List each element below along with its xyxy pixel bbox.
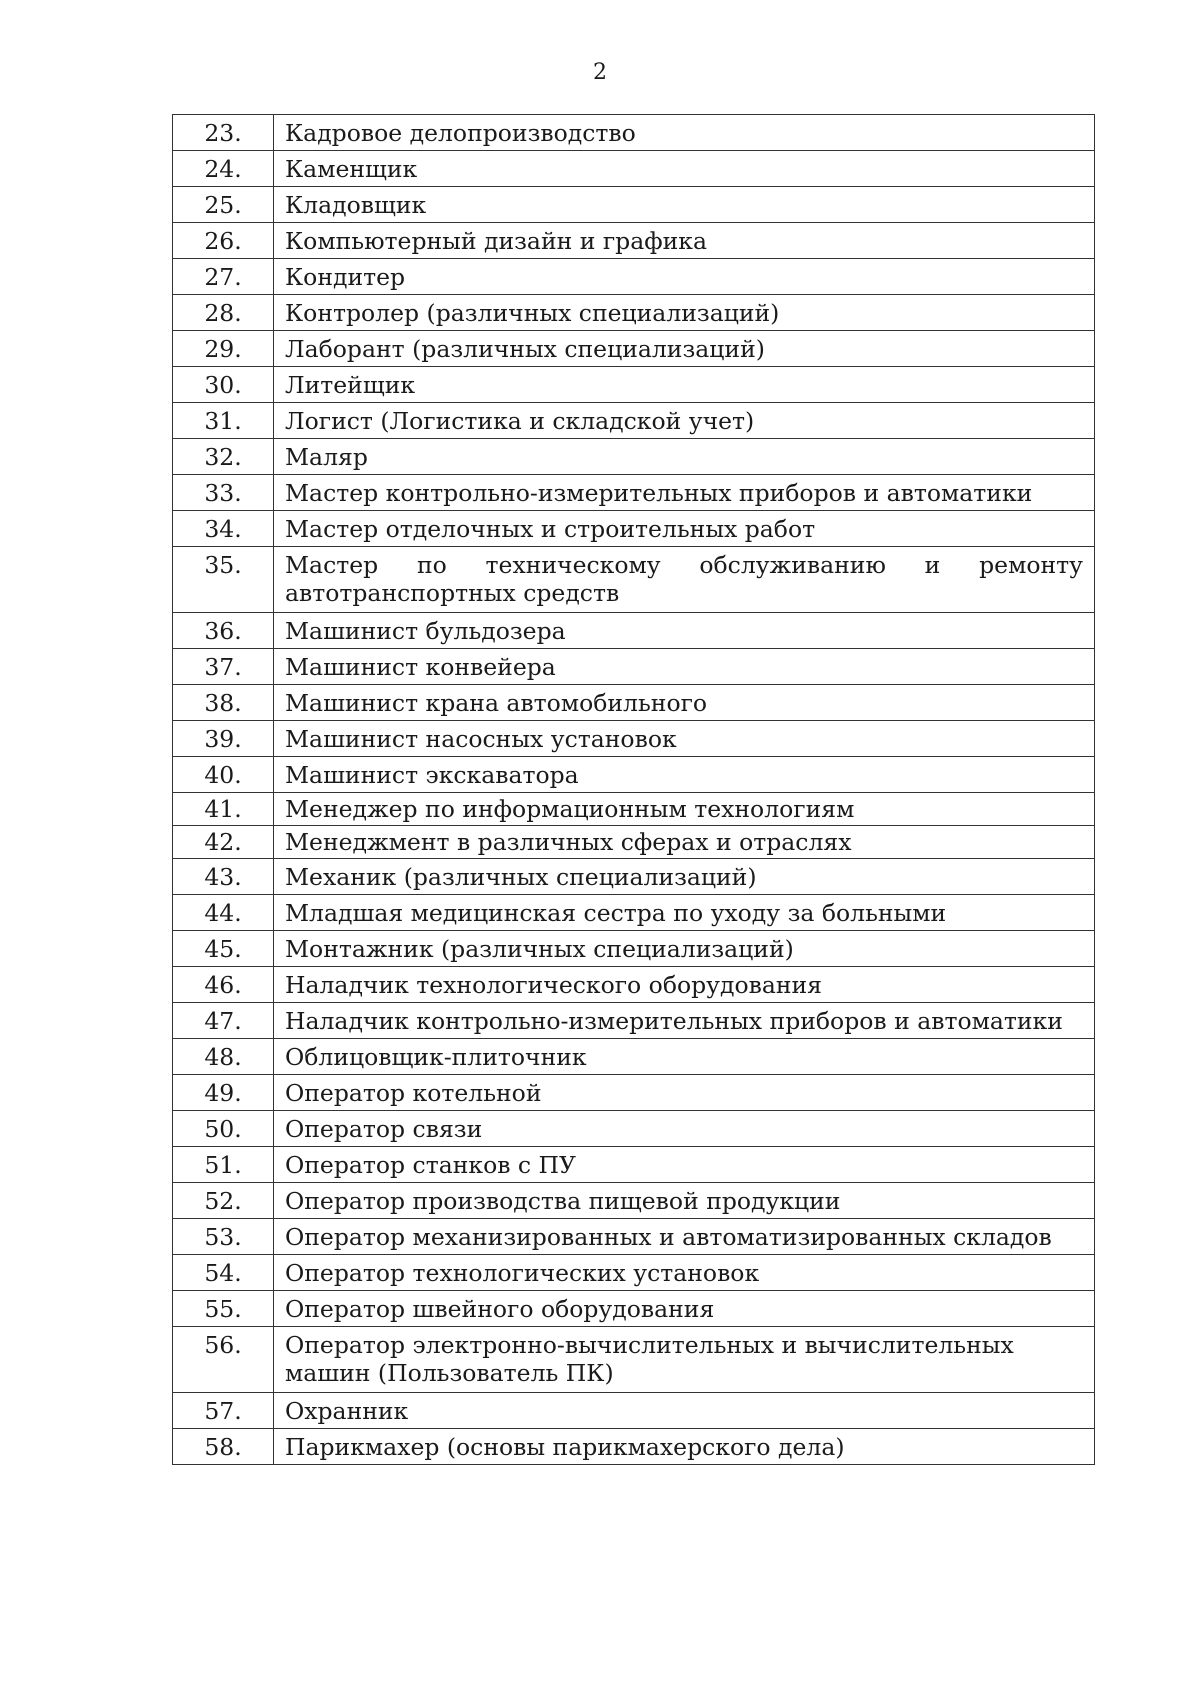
row-text: Механик (различных специализаций) xyxy=(274,859,1095,895)
row-number: 32. xyxy=(173,439,274,475)
row-text: Лаборант (различных специализаций) xyxy=(274,331,1095,367)
row-number: 54. xyxy=(173,1255,274,1291)
table-row xyxy=(173,403,1095,439)
row-number: 27. xyxy=(173,259,274,295)
row-text: Кадровое делопроизводство xyxy=(274,115,1095,151)
row-text: Оператор швейного оборудования xyxy=(274,1291,1095,1327)
row-text: Контролер (различных специализаций) xyxy=(274,295,1095,331)
table-row xyxy=(173,1291,1095,1327)
row-number: 30. xyxy=(173,367,274,403)
row-number: 47. xyxy=(173,1003,274,1039)
row-text: Младшая медицинская сестра по уходу за больными xyxy=(274,895,1095,931)
row-number: 39. xyxy=(173,721,274,757)
row-text: Машинист крана автомобильного xyxy=(274,685,1095,721)
table-row xyxy=(173,187,1095,223)
table-row xyxy=(173,649,1095,685)
table-row xyxy=(173,1003,1095,1039)
table-row xyxy=(173,895,1095,931)
table-row xyxy=(173,721,1095,757)
row-text: Оператор технологических установок xyxy=(274,1255,1095,1291)
table-row xyxy=(173,793,1095,826)
row-text: Логист (Логистика и складской учет) xyxy=(274,403,1095,439)
row-text: Машинист бульдозера xyxy=(274,613,1095,649)
profession-list-table xyxy=(172,114,1095,1465)
row-text: Мастер отделочных и строительных работ xyxy=(274,511,1095,547)
row-number: 49. xyxy=(173,1075,274,1111)
row-text: Охранник xyxy=(274,1393,1095,1429)
table-row xyxy=(173,223,1095,259)
table-row xyxy=(173,613,1095,649)
row-number: 36. xyxy=(173,613,274,649)
row-number: 48. xyxy=(173,1039,274,1075)
row-number: 51. xyxy=(173,1147,274,1183)
row-text: Оператор производства пищевой продукции xyxy=(274,1183,1095,1219)
table-row xyxy=(173,1183,1095,1219)
row-number: 58. xyxy=(173,1429,274,1465)
row-text: Наладчик контрольно-измерительных приборов и автоматики xyxy=(274,1003,1095,1039)
row-text: Облицовщик-плиточник xyxy=(274,1039,1095,1075)
row-number: 24. xyxy=(173,151,274,187)
row-text: Машинист конвейера xyxy=(274,649,1095,685)
row-text: Оператор электронно-вычислительных и вычислительных машин (Пользователь ПК) xyxy=(274,1327,1095,1393)
row-number: 31. xyxy=(173,403,274,439)
row-number: 34. xyxy=(173,511,274,547)
row-text: Монтажник (различных специализаций) xyxy=(274,931,1095,967)
row-text: Оператор станков с ПУ xyxy=(274,1147,1095,1183)
row-number: 23. xyxy=(173,115,274,151)
row-text: Менеджмент в различных сферах и отраслях xyxy=(274,826,1095,859)
row-number: 33. xyxy=(173,475,274,511)
row-text: Менеджер по информационным технологиям xyxy=(274,793,1095,826)
row-number: 26. xyxy=(173,223,274,259)
table-row xyxy=(173,367,1095,403)
row-text: Мастер контрольно-измерительных приборов и автоматики xyxy=(274,475,1095,511)
table-row xyxy=(173,1039,1095,1075)
table-row xyxy=(173,1147,1095,1183)
row-number: 37. xyxy=(173,649,274,685)
row-number: 38. xyxy=(173,685,274,721)
table-row xyxy=(173,331,1095,367)
row-text: Кондитер xyxy=(274,259,1095,295)
table-row xyxy=(173,1429,1095,1465)
row-number: 29. xyxy=(173,331,274,367)
table-row xyxy=(173,1075,1095,1111)
row-number: 46. xyxy=(173,967,274,1003)
row-number: 57. xyxy=(173,1393,274,1429)
row-number: 25. xyxy=(173,187,274,223)
table-row xyxy=(173,931,1095,967)
table-row xyxy=(173,115,1095,151)
table-row xyxy=(173,475,1095,511)
row-number: 43. xyxy=(173,859,274,895)
row-text: Мастер по техническому обслуживанию и ремонту автотранспортных средств xyxy=(274,547,1095,613)
table-row xyxy=(173,967,1095,1003)
row-number: 45. xyxy=(173,931,274,967)
row-number: 56. xyxy=(173,1327,274,1393)
row-text: Оператор связи xyxy=(274,1111,1095,1147)
row-number: 55. xyxy=(173,1291,274,1327)
table-row xyxy=(173,259,1095,295)
table-row xyxy=(173,685,1095,721)
table-row xyxy=(173,511,1095,547)
table-row xyxy=(173,859,1095,895)
row-text: Наладчик технологического оборудования xyxy=(274,967,1095,1003)
row-text: Парикмахер (основы парикмахерского дела) xyxy=(274,1429,1095,1465)
table-row xyxy=(173,295,1095,331)
row-number: 50. xyxy=(173,1111,274,1147)
page-number: 2 xyxy=(593,60,607,85)
row-number: 52. xyxy=(173,1183,274,1219)
row-text: Оператор механизированных и автоматизированных складов xyxy=(274,1219,1095,1255)
table-row xyxy=(173,151,1095,187)
row-text: Машинист экскаватора xyxy=(274,757,1095,793)
row-text: Маляр xyxy=(274,439,1095,475)
row-text: Кладовщик xyxy=(274,187,1095,223)
row-number: 41. xyxy=(173,793,274,826)
row-text: Каменщик xyxy=(274,151,1095,187)
row-number: 44. xyxy=(173,895,274,931)
table-row xyxy=(173,439,1095,475)
table-row xyxy=(173,547,1095,613)
row-text: Литейщик xyxy=(274,367,1095,403)
row-number: 40. xyxy=(173,757,274,793)
row-text: Машинист насосных установок xyxy=(274,721,1095,757)
row-number: 28. xyxy=(173,295,274,331)
table-row xyxy=(173,757,1095,793)
row-text: Оператор котельной xyxy=(274,1075,1095,1111)
row-text: Компьютерный дизайн и графика xyxy=(274,223,1095,259)
row-number: 42. xyxy=(173,826,274,859)
row-number: 35. xyxy=(173,547,274,613)
row-number: 53. xyxy=(173,1219,274,1255)
table-row xyxy=(173,1219,1095,1255)
table-row xyxy=(173,1255,1095,1291)
table-row xyxy=(173,1327,1095,1393)
table-row xyxy=(173,1393,1095,1429)
table-row xyxy=(173,826,1095,859)
table-row xyxy=(173,1111,1095,1147)
